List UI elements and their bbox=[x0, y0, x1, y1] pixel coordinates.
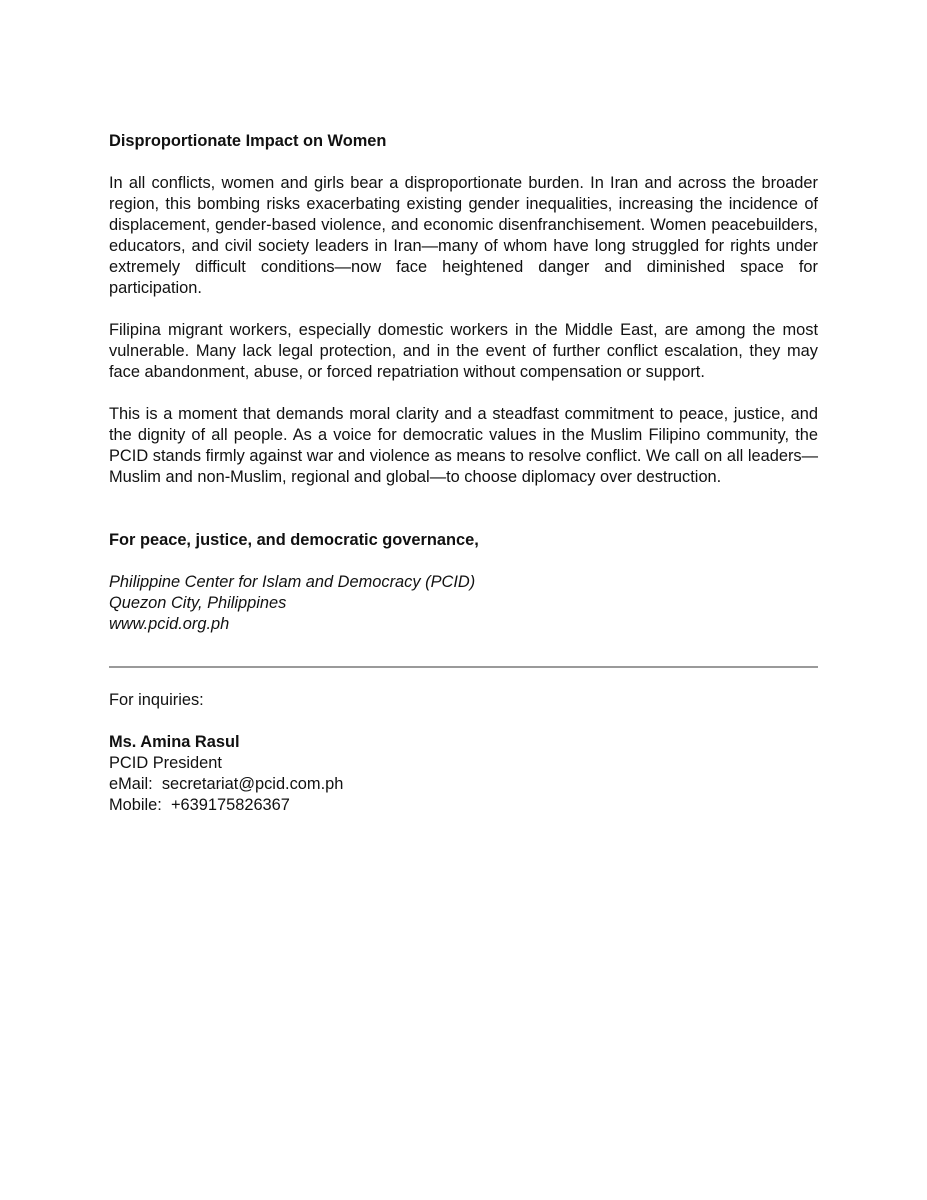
signature-location: Quezon City, Philippines bbox=[109, 594, 287, 612]
section-heading: Disproportionate Impact on Women bbox=[109, 132, 387, 150]
signature-website: www.pcid.org.ph bbox=[109, 615, 230, 633]
document-body bbox=[109, 131, 818, 816]
paragraph-migrant-workers: Filipina migrant workers, especially domestic workers in the Middle East, are among the most vulnerable. Many lack legal protection, and in the event of further conflict escalation, they may face abandonment, abuse, or forced repatriation without compensation or support. bbox=[109, 321, 818, 381]
divider bbox=[109, 666, 818, 668]
paragraph-impact-on-women: In all conflicts, women and girls bear a disproportionate burden. In Iran and across the broader region, this bombing risks exacerbating existing gender inequalities, increasing the incidence of displacement, gender-based violence, and economic disenfranchisement. Women peacebuilders, educators, and civil society leaders in Iran—many of whom have long struggled for rights under extremely difficult conditions—now face heightened danger and diminished space for participation. bbox=[109, 174, 818, 297]
closing-line: For peace, justice, and democratic governance, bbox=[109, 531, 479, 549]
contact-block bbox=[109, 690, 818, 816]
paragraph-call-to-action: This is a moment that demands moral clarity and a steadfast commitment to peace, justice, and the dignity of all people. As a voice for democratic values in the Muslim Filipino community, the PCID stands firmly against war and violence as means to resolve conflict. We call on all leaders—Muslim and non-Muslim, regional and global—to choose diplomacy over destruction. bbox=[109, 405, 818, 486]
contact-title: PCID President bbox=[109, 754, 222, 772]
contact-mobile: Mobile: +639175826367 bbox=[109, 796, 290, 814]
contact-email: eMail: secretariat@pcid.com.ph bbox=[109, 775, 344, 793]
signature-org: Philippine Center for Islam and Democracy (PCID) bbox=[109, 573, 476, 591]
signature-block bbox=[109, 572, 818, 635]
contact-name: Ms. Amina Rasul bbox=[109, 733, 240, 751]
contact-intro: For inquiries: bbox=[109, 691, 204, 709]
